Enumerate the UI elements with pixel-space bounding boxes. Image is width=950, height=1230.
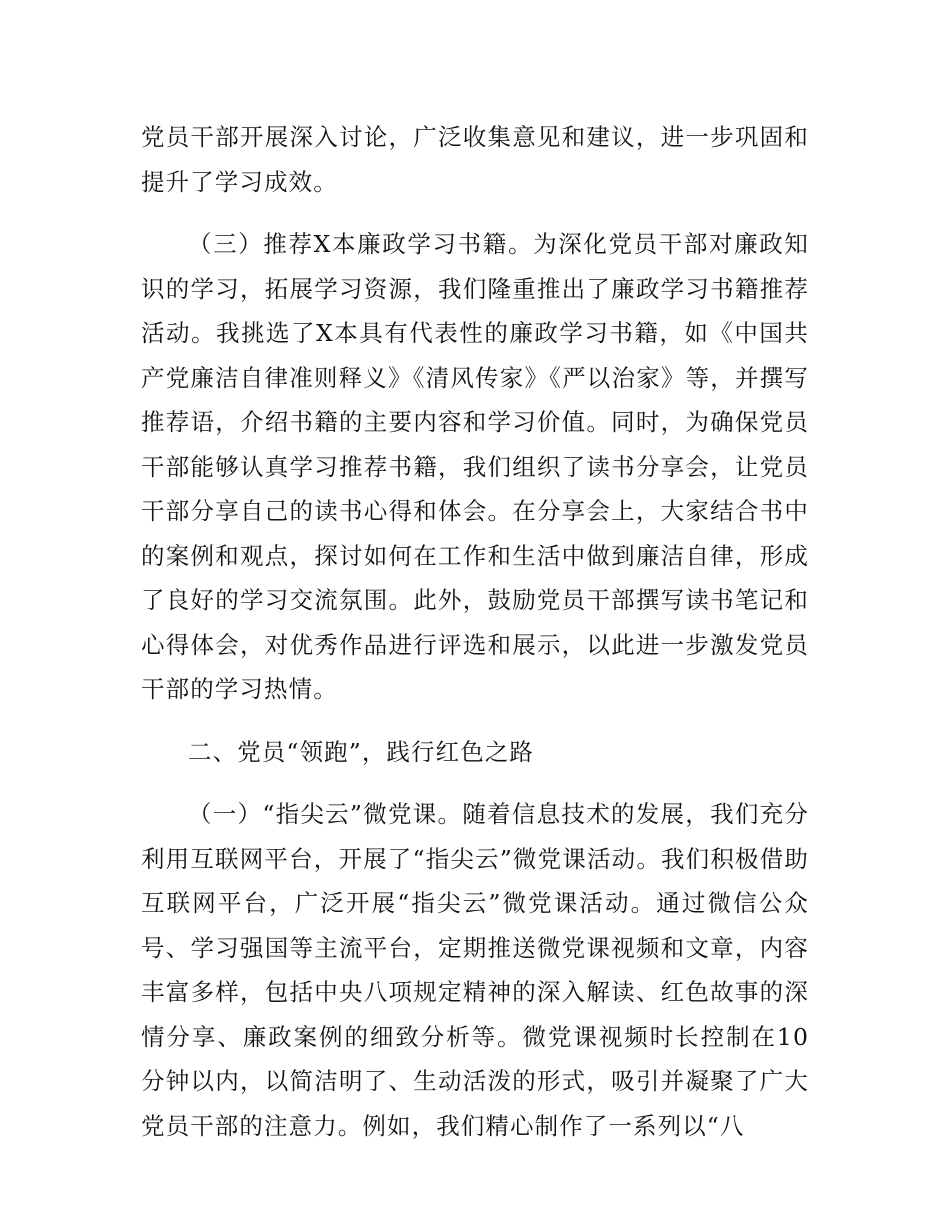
document-body xyxy=(141,115,809,1166)
paragraph-recommended-books: （三）推荐X本廉政学习书籍。为深化党员干部对廉政知识的学习，拓展学习资源，我们隆重推出了廉政学习书籍推荐活动。我挑选了X本具有代表性的廉政学习书籍，如《中国共产党廉洁自律准则释义》《清风传家》《严以治家》等，并撰写推荐语，介绍书籍的主要内容和学习价值。同时，为确保党员干部能够认真学习推荐书籍，我们组织了读书分享会，让党员干部分享自己的读书心得和体会。在分享会上，大家结合书中的案例和观点，探讨如何在工作和生活中做到廉洁自律，形成了良好的学习交流氛围。此外，鼓励党员干部撰写读书笔记和心得体会，对优秀作品进行评选和展示，以此进一步激发党员干部的学习热情。 xyxy=(141,230,809,703)
paragraph-micro-party-class: （一）“指尖云”微党课。随着信息技术的发展，我们充分利用互联网平台，开展了“指尖云”微党课活动。我们积极借助互联网平台，广泛开展“指尖云”微党课活动。通过微信公众号、学习强国等主流平台，定期推送微党课视频和文章，内容丰富多样，包括中央八项规定精神的深入解读、红色故事的深情分享、廉政案例的细致分析等。微党课视频时长控制在10分钟以内，以简洁明了、生动活泼的形式，吸引并凝聚了广大党员干部的注意力。例如，我们精心制作了一系列以“八 xyxy=(141,800,809,1140)
paragraph-continuation: 党员干部开展深入讨论，广泛收集意见和建议，进一步巩固和提升了学习成效。 xyxy=(141,123,809,196)
section-heading-two: 二、党员“领跑”，践行红色之路 xyxy=(188,737,535,766)
